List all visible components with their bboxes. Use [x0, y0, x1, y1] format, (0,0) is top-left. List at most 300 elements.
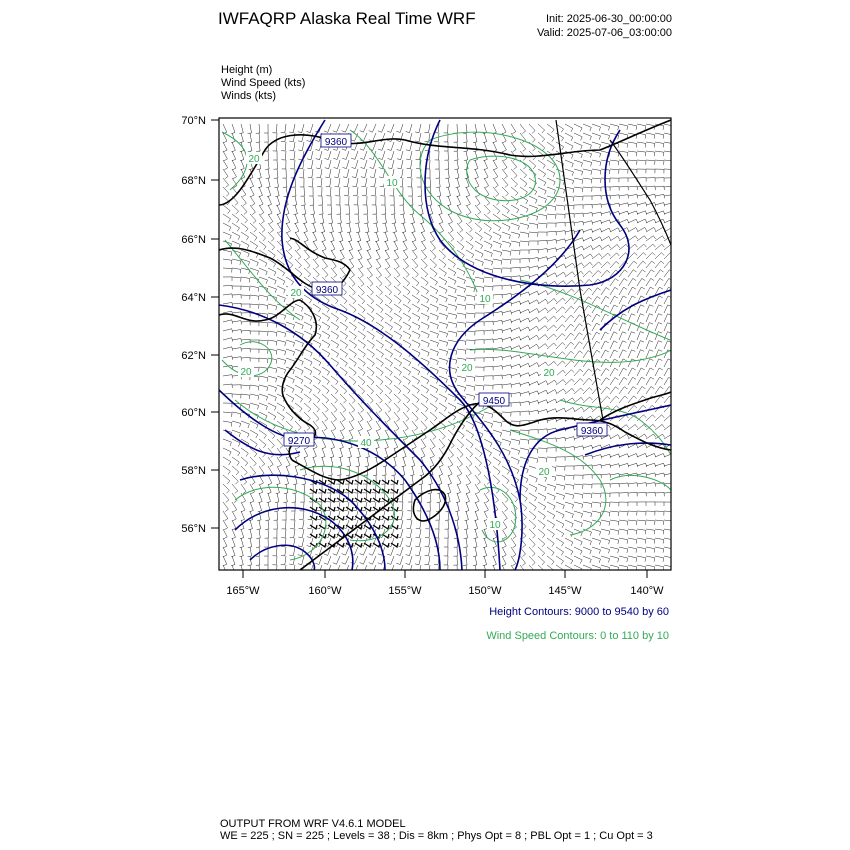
wind-barb [281, 547, 286, 556]
wind-barb [484, 151, 488, 161]
wind-barb [313, 376, 321, 384]
wind-barb [320, 214, 324, 224]
wind-barb [520, 373, 530, 377]
wind-barb [412, 259, 418, 268]
wind-barb [419, 205, 423, 215]
wind-barb [282, 520, 286, 529]
wind-barb [376, 241, 380, 251]
wind-barb [304, 385, 312, 393]
wind-barb [610, 511, 619, 516]
wind-barb [304, 403, 311, 412]
wind-barb [565, 133, 573, 141]
wind-barb [439, 394, 447, 402]
wind-barb [241, 277, 250, 282]
wind-barb [619, 547, 628, 553]
wind-barb [646, 473, 656, 477]
wind-barb [484, 376, 493, 380]
wind-barb [387, 556, 394, 564]
wind-barb [412, 304, 420, 312]
wind-barb [520, 318, 530, 322]
wind-barb [457, 376, 466, 382]
wind-barb [376, 430, 380, 440]
wind-barb [547, 273, 557, 277]
wind-barb [340, 340, 348, 348]
wind-barb [637, 502, 646, 506]
wind-barb [268, 412, 276, 420]
wind-barb [475, 241, 483, 249]
wind-barb [349, 331, 356, 339]
wind-barb [574, 324, 583, 331]
wind-barb [342, 556, 349, 564]
wind-barb [223, 294, 232, 298]
wind-barb [348, 232, 352, 242]
wind-barb [259, 385, 268, 391]
wind-barb [426, 502, 430, 511]
wind-barb [511, 223, 519, 230]
wind-barb [232, 385, 241, 389]
wind-barb [574, 213, 583, 217]
wind-barb [361, 178, 367, 187]
wind-barb [646, 160, 655, 165]
wind-barb [511, 392, 521, 396]
wind-barb [457, 430, 464, 439]
wind-barb [385, 241, 389, 251]
wind-barb [419, 196, 423, 206]
wind-barb [529, 196, 537, 204]
wind-barb [610, 396, 619, 403]
wind-barb [456, 187, 460, 197]
wind-barb [396, 547, 403, 556]
wind-barb [439, 304, 447, 311]
wind-barb [655, 463, 665, 467]
wind-barb [331, 313, 338, 321]
wind-barb [511, 259, 520, 263]
wind-barb [277, 385, 285, 392]
wind-barb [439, 322, 448, 329]
wind-barb [520, 267, 530, 271]
wind-barb [574, 169, 583, 175]
wind-barb [232, 529, 236, 539]
wind-barb [313, 241, 318, 251]
wind-barb [313, 304, 321, 312]
wind-barb [473, 142, 477, 152]
wind-barb [448, 466, 452, 476]
wind-barb [646, 244, 655, 250]
wind-barb [437, 493, 441, 503]
wind-barb [457, 286, 466, 293]
wind-barb [232, 142, 236, 152]
wind-barb [520, 309, 530, 313]
wind-barb [646, 547, 655, 553]
wind-barb [610, 502, 619, 506]
wind-barb [538, 484, 546, 491]
wind-barb [425, 124, 431, 133]
wind-barb [403, 421, 408, 431]
wind-barb [538, 169, 546, 177]
wind-barb [473, 133, 477, 143]
wind-barb [655, 169, 664, 173]
wind-barb [601, 133, 610, 139]
wind-barb [406, 151, 412, 160]
lon-label: 140°W [630, 585, 664, 597]
wind-barb [556, 389, 566, 394]
wind-barb [529, 300, 539, 304]
wind-barb [445, 511, 449, 520]
wind-barb [331, 250, 336, 260]
wind-barb-strong [364, 498, 371, 502]
wind-barb [565, 298, 574, 305]
wind-barb [619, 387, 628, 394]
wind-barb [248, 142, 252, 152]
wind-barb [316, 160, 322, 169]
wind-barb [538, 317, 548, 322]
wind-barb [313, 385, 320, 394]
wind-barb [385, 376, 392, 385]
wind-barb [547, 409, 557, 413]
wind-barb [628, 368, 636, 376]
wind-barb [290, 529, 295, 538]
wind-barb [268, 457, 273, 467]
wind-barb [361, 169, 367, 178]
wind-barb [556, 529, 564, 537]
wind-barb [392, 214, 396, 224]
wind-barb [385, 304, 392, 313]
wind-barb [655, 236, 665, 241]
wind-barb [475, 502, 479, 512]
wind-barb [601, 288, 609, 296]
wind-barb [223, 556, 227, 566]
wind-barb [398, 502, 403, 511]
wind-barb [331, 241, 335, 251]
wind-barb [387, 565, 394, 573]
wind-barb [493, 160, 497, 170]
wind-barb [385, 313, 392, 321]
wind-barb [601, 387, 610, 394]
wind-barb [502, 547, 506, 557]
wind-barb [583, 529, 592, 536]
wind-barb [664, 323, 671, 331]
wind-barb [292, 484, 296, 494]
wind-barb [302, 205, 306, 215]
wind-barb [430, 403, 437, 412]
wind-barb [484, 205, 490, 214]
wind-barb [349, 421, 354, 431]
wind-barb [502, 466, 510, 474]
wind-barb [358, 286, 364, 295]
wind-barb [556, 334, 565, 341]
wind-barb [610, 387, 619, 394]
wind-barb [619, 350, 626, 358]
wind-barb [475, 340, 484, 344]
wind-barb [502, 529, 507, 539]
speed-label: 20 [538, 467, 550, 478]
wind-barb [574, 351, 583, 358]
wind-barb [349, 376, 356, 385]
wind-barb [333, 565, 340, 573]
wind-barb [325, 169, 331, 178]
wind-barb [610, 203, 620, 207]
wind-barb [367, 286, 373, 295]
wind-barb [360, 151, 367, 160]
wind-barb [241, 295, 250, 299]
wind-barb [583, 455, 593, 459]
wind-barb [592, 484, 601, 488]
wind-barb [538, 265, 548, 269]
wind-barb [574, 342, 583, 349]
wind-barb [250, 223, 257, 232]
wind-barb [556, 408, 566, 412]
wind-barb [380, 493, 385, 502]
wind-barb [664, 454, 674, 458]
wind-barb [646, 387, 654, 395]
wind-barb [547, 334, 556, 340]
wind-barb [583, 565, 591, 572]
wind-barb [565, 446, 575, 450]
wind-barb [425, 556, 431, 565]
wind-barb [317, 178, 322, 187]
wind-barb [376, 304, 383, 313]
wind-barb [390, 196, 394, 205]
wind-barb [454, 547, 458, 556]
wind-barb [628, 314, 635, 322]
wind-barb [295, 259, 301, 268]
wind-barb [304, 232, 308, 242]
wind-barb [331, 385, 338, 394]
wind-barb [493, 457, 501, 465]
height-label: 9360 [324, 137, 348, 148]
wind-barb [394, 349, 402, 357]
wind-barb [232, 520, 236, 530]
wind-barb [277, 340, 286, 346]
wind-barb [520, 439, 529, 444]
wind-barb [388, 151, 394, 160]
wind-barb [538, 187, 546, 194]
wind-barb [628, 387, 636, 394]
wind-barb [301, 484, 305, 493]
wind-barb [427, 178, 431, 187]
wind-barb [268, 448, 274, 458]
wind-barb [466, 493, 470, 503]
wind-barb [610, 493, 619, 497]
wind-barb [511, 457, 519, 464]
wind-barb [637, 511, 646, 516]
wind-barb [601, 396, 610, 403]
wind-barb [637, 387, 645, 395]
wind-barb [448, 241, 454, 250]
wind-barb [349, 412, 354, 422]
height-contour [600, 290, 671, 330]
wind-barb [397, 160, 403, 169]
wind-barb [610, 245, 620, 251]
wind-barb [382, 466, 386, 475]
wind-barb [232, 214, 239, 223]
wind-barb [223, 232, 231, 239]
lat-label: 60°N [181, 407, 206, 419]
wind-barb [637, 151, 646, 156]
wind-barb [493, 329, 503, 333]
wind-barb [295, 322, 303, 329]
wind-barb [529, 133, 535, 142]
wind-barb [502, 232, 510, 239]
wind-barb [538, 214, 547, 220]
wind-barb [362, 493, 367, 502]
wind-barb [320, 466, 324, 476]
lat-label: 62°N [181, 350, 206, 362]
wind-barb [250, 466, 256, 476]
wind-barb [339, 232, 343, 242]
wind-barb [407, 160, 412, 169]
wind-barb [318, 484, 322, 493]
wind-barb [664, 203, 674, 207]
wind-barb [369, 556, 376, 564]
wind-barb [311, 205, 315, 215]
wind-barb [592, 511, 601, 517]
wind-barb [529, 124, 535, 133]
wind-barb [493, 294, 502, 298]
wind-barb [394, 367, 401, 375]
wind-barb [466, 475, 471, 485]
wind-barb [304, 268, 311, 277]
wind-barb [223, 160, 228, 170]
wind-barb [628, 405, 637, 412]
wind-barb [583, 204, 592, 208]
wind-barb [372, 484, 377, 493]
wind-barb [646, 453, 656, 457]
wind-barb [340, 358, 347, 366]
wind-barb [664, 314, 671, 322]
wind-barb [340, 295, 347, 304]
wind-barb [376, 286, 383, 295]
wind-barb [601, 474, 611, 478]
wind-barb [268, 475, 272, 485]
wind-barb [502, 430, 511, 436]
wind-barb [331, 412, 337, 422]
wind-barb [241, 511, 245, 521]
wind-barb [223, 403, 232, 407]
wind-barb [493, 205, 500, 214]
wind-barb [628, 341, 635, 349]
wind-barb [382, 205, 386, 214]
wind-barb [352, 160, 359, 169]
wind-barb [250, 196, 255, 206]
wind-barb [610, 236, 620, 241]
height-label: 9270 [287, 436, 311, 447]
wind-barb [400, 205, 404, 215]
wind-barb [448, 322, 457, 328]
wind-barb-strong [373, 489, 380, 493]
wind-barb [655, 538, 664, 544]
wind-barb [394, 403, 400, 412]
wind-barb [457, 313, 466, 319]
wind-barb [574, 124, 582, 132]
wind-barb [502, 502, 508, 512]
wind-barb [583, 556, 591, 563]
wind-barb [295, 367, 303, 374]
wind-barb [318, 187, 322, 196]
wind-barb [637, 483, 647, 487]
wind-barb [565, 324, 574, 331]
wind-barb [637, 453, 647, 457]
wind-barb [547, 307, 557, 313]
wind-barb [343, 160, 350, 169]
wind-barb [304, 376, 312, 384]
wind-barb [330, 448, 334, 458]
wind-barb [421, 313, 429, 321]
wind-barb [547, 178, 555, 185]
wind-barb [592, 245, 602, 250]
wind-barb [538, 502, 546, 510]
wind-barb [275, 493, 279, 503]
wind-barb [322, 340, 330, 348]
wind-barb [232, 339, 242, 343]
wind-barb [520, 241, 529, 246]
wind-barb [430, 358, 438, 365]
wind-barb [412, 412, 418, 421]
wind-barb [465, 502, 469, 512]
wind-barb [363, 205, 367, 214]
wind-barb [277, 439, 283, 448]
wind-barb [268, 439, 274, 448]
wind-barb [403, 331, 411, 339]
wind-barb [426, 169, 430, 178]
wind-barb [439, 430, 445, 439]
wind-barb [448, 223, 453, 233]
wind-barb [511, 205, 519, 213]
wind-barb [583, 254, 593, 259]
wind-barb [331, 331, 339, 339]
wind-barb [319, 205, 323, 214]
wind-barb [408, 178, 412, 187]
wind-barb [322, 322, 330, 330]
wind-barb [466, 232, 473, 241]
wind-barb [529, 249, 538, 253]
wind-barb [308, 178, 313, 187]
wind-barb [592, 341, 600, 349]
wind-barb-strong [355, 534, 362, 538]
wind-barb [520, 178, 527, 187]
wind-barb [373, 205, 377, 214]
wind-barb [250, 331, 259, 335]
wind-barb [406, 124, 412, 133]
wind-barb [565, 565, 573, 573]
wind-barb-strong [337, 498, 344, 502]
wind-barb-strong [382, 498, 389, 502]
wind-barb [583, 196, 592, 200]
wind-barb [307, 565, 314, 574]
wind-barb [601, 245, 611, 250]
wind-barb [619, 279, 627, 287]
wind-barb [646, 502, 655, 506]
wind-barb [295, 268, 302, 277]
wind-barb [265, 520, 269, 529]
wind-barb [619, 211, 629, 215]
wind-barb [493, 187, 499, 197]
wind-barb [358, 295, 365, 304]
wind-barb [406, 529, 412, 538]
wind-barb [241, 330, 250, 334]
wind-barb [344, 178, 350, 187]
wind-barb [394, 304, 401, 313]
wind-barb [610, 332, 617, 340]
wind-barb [619, 396, 628, 403]
wind-barb [335, 493, 340, 502]
wind-barb [365, 223, 369, 233]
wind-barb [556, 352, 565, 358]
wind-barb [358, 421, 363, 431]
wind-barb [259, 331, 268, 336]
wind-barb [310, 196, 314, 205]
wind-barb [628, 151, 637, 156]
